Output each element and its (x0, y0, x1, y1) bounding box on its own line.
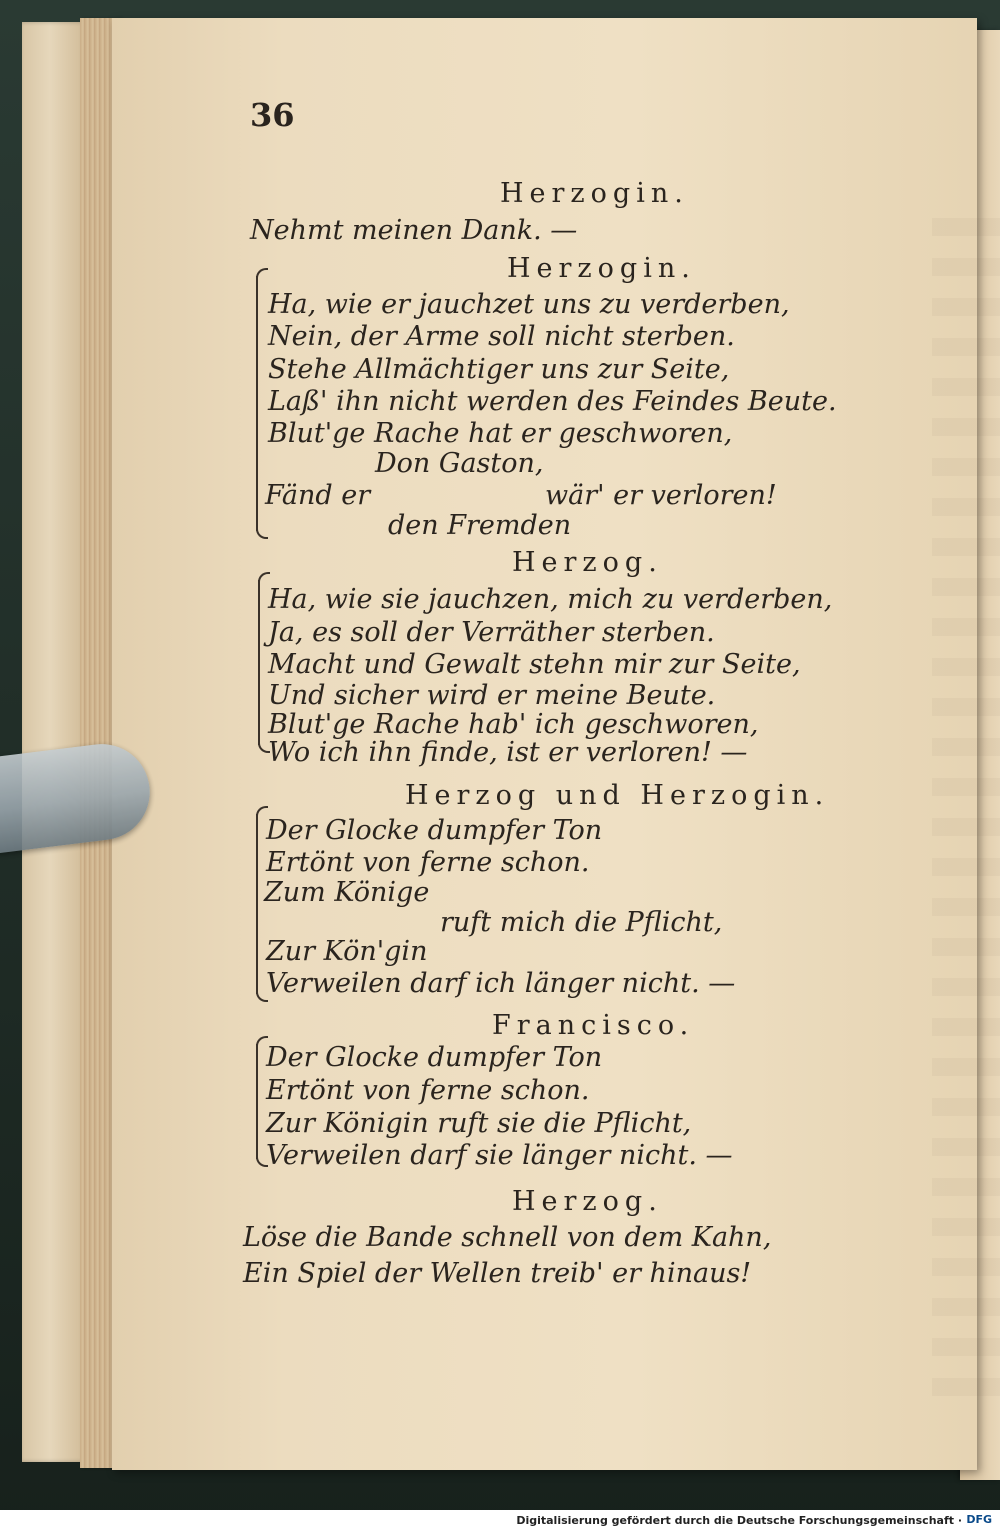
speaker-label: Herzog. (512, 547, 663, 578)
verse-line: Löse die Bande schnell von dem Kahn, (243, 1222, 772, 1253)
verse-line: den Fremden (388, 510, 572, 541)
verse-brace (256, 814, 258, 994)
footer-credit: Digitalisierung gefördert durch die Deutsche Forschungsgemeinschaft · (516, 1514, 962, 1527)
verse-line: Zur Königin ruft sie die Pflicht, (266, 1108, 692, 1139)
verse-line: Der Glocke dumpfer Ton (266, 815, 603, 846)
verse-line: Verweilen darf ich länger nicht. — (266, 968, 736, 999)
dfg-logo: DFG (966, 1513, 992, 1526)
speaker-label: Herzogin. (500, 178, 689, 209)
verse-line: Blut'ge Rache hab' ich geschworen, (268, 709, 759, 740)
verse-line: Macht und Gewalt stehn mir zur Seite, (268, 649, 801, 680)
verse-line: Ertönt von ferne schon. (266, 847, 590, 878)
verse-line: Ha, wie er jauchzet uns zu verderben, (268, 289, 790, 320)
verse-line: Nehmt meinen Dank. — (250, 215, 578, 246)
verse-line: Verweilen darf sie länger nicht. — (266, 1140, 733, 1171)
verse-line: Don Gaston, (375, 448, 544, 479)
verse-brace (256, 1044, 258, 1159)
verse-line: Ha, wie sie jauchzen, mich zu verderben, (268, 584, 833, 615)
verse-line: Der Glocke dumpfer Ton (266, 1042, 603, 1073)
verse-line: ruft mich die Pflicht, (440, 907, 723, 938)
verse-line: Zum Könige (264, 877, 430, 908)
verse-line: Und sicher wird er meine Beute. (268, 680, 716, 711)
speaker-label: Herzogin. (507, 253, 696, 284)
verse-line: Ertönt von ferne schon. (266, 1075, 590, 1106)
verse-line: wär' er verloren! (545, 480, 777, 511)
speaker-label: Francisco. (492, 1010, 695, 1041)
verse-line: Wo ich ihn finde, ist er verloren! — (268, 737, 748, 768)
verse-line: Blut'ge Rache hat er geschworen, (268, 418, 733, 449)
speaker-label: Herzog. (512, 1186, 663, 1217)
bleed-through-text (932, 218, 1000, 1398)
verse-line: Fänd er (265, 480, 371, 511)
verse-line: Ein Spiel der Wellen treib' er hinaus! (243, 1258, 752, 1289)
verse-line: Ja, es soll der Verräther sterben. (268, 617, 715, 648)
verse-line: Zur Kön'gin (266, 936, 428, 967)
verse-brace (256, 276, 258, 531)
verse-line: Stehe Allmächtiger uns zur Seite, (268, 354, 730, 385)
verse-line: Laß' ihn nicht werden des Feindes Beute. (268, 386, 837, 417)
page-number: 36 (250, 96, 295, 134)
verse-brace (258, 580, 260, 745)
speaker-label: Herzog und Herzogin. (405, 780, 830, 811)
verse-line: Nein, der Arme soll nicht sterben. (268, 321, 735, 352)
